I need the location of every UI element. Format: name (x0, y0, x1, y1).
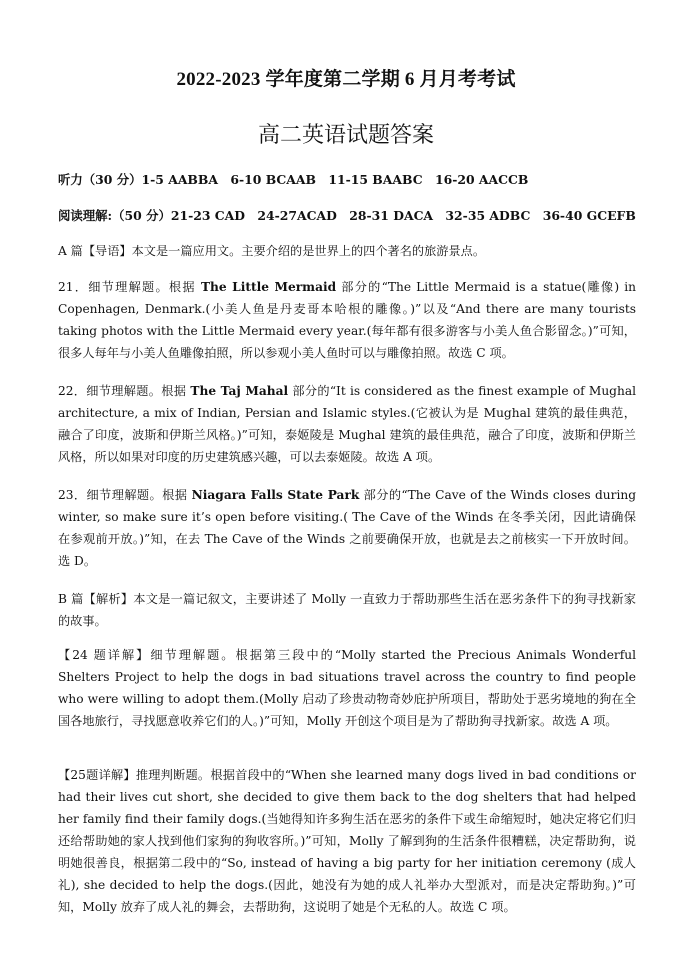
question-23-explanation (58, 484, 636, 572)
q22-prefix: 22．细节理解题。根据 (58, 384, 191, 398)
q24-text: 【24 题详解】细节理解题。根据第三段中的“Molly started the Precious Animals Wonderful Shelters Project to help the dogs in bad situations travel across the country to find people who were willing to adopt them.(Molly 启动了珍贵动物奇妙庇护所项目，帮助处于恶劣境地的狗在全国各地旅行，寻找愿意收养它们的人。)”可知，Molly 开创这个项目是为了帮助狗寻找新家。故选 A 项。 (58, 648, 636, 728)
q21-body: 部分的“The Little Mermaid is a statue(雕像) in Copenhagen, Denmark.(小美人鱼是丹麦哥本哈根的雕像。)”以及“And there are many tourists taking photos with the Little Mermaid every year.(每年都有很多游客与小美人鱼合影留念。)”可知，很多人每年与小美人鱼雕像拍照，所以参观小美人鱼时可以与雕像拍照。故选 C 项。 (58, 280, 637, 360)
question-21-explanation (58, 276, 636, 364)
reading-answers: 阅读理解:（50 分）21-23 CAD 24-27ACAD 28-31 DACA 32-35 ADBC 36-40 GCEFB (58, 208, 636, 223)
passage-a-intro (58, 240, 636, 262)
q21-prefix: 21．细节理解题。根据 (58, 280, 201, 294)
exam-subtitle: 高二英语试题答案 (257, 123, 434, 148)
exam-title: 2022-2023 学年度第二学期 6 月月考考试 (176, 69, 516, 90)
q25-text: 【25题详解】推理判断题。根据首段中的“When she learned many dogs lived in bad conditions or had their lives cut short, she decided to give them back to the dog shelters that had helped her family find their family dogs.(当她得知许多狗生活在恶劣的条件下或生命缩短时，她决定将它们归还给帮助她的家人找到他们家狗的狗收容所。)”可知，Molly 了解到狗的生活条件很糟糕，决定帮助狗，说明她很善良，根据第二段中的“So, instead of having a big party for her initiation ceremony (成人礼), she decided to help the dogs.(因此，她没有为她的成人礼举办大型派对，而是决定帮助狗。)”可知，Molly 放弃了成人礼的舞会，去帮助狗，这说明了她是个无私的人。故选 C 项。 (58, 768, 636, 914)
q23-keyword: Niagara Falls State Park (191, 488, 360, 502)
q22-body: 部分的“It is considered as the finest example of Mughal architecture, a mix of Indian, Persian and Islamic styles.(它被认为是 Mughal 建筑的最佳典范，融合了印度，波斯和伊斯兰风格。)”可知，泰姬陵是 Mughal 建筑的最佳典范，融合了印度，波斯和伊斯兰风格，所以如果对印度的历史建筑感兴趣，可以去泰姬陵。故选 A 项。 (58, 384, 636, 464)
question-25-explanation (58, 764, 636, 918)
passage-b-intro-text: B 篇【解析】本文是一篇记叙文，主要讲述了 Molly 一直致力于帮助那些生活在恶劣条件下的狗寻找新家的故事。 (58, 592, 636, 628)
question-22-explanation (58, 380, 636, 468)
listening-answers: 听力（30 分）1-5 AABBA 6-10 BCAAB 11-15 BAABC 16-20 AACCB (58, 172, 529, 187)
q23-body: 部分的“The Cave of the Winds closes during winter, so make sure it’s open before visiting.( The Cave of the Winds 在冬季关闭，因此请确保在参观前开放。)”知，在去 The Cave of the Winds 之前要确保开放，也就是去之前核实一下开放时间。选 D。 (58, 488, 636, 568)
q22-keyword: The Taj Mahal (190, 384, 289, 398)
q23-prefix: 23．细节理解题。根据 (58, 488, 192, 502)
passage-a-intro-text: A 篇【导语】本文是一篇应用文。主要介绍的是世界上的四个著名的旅游景点。 (58, 244, 486, 258)
passage-b-intro (58, 588, 636, 632)
question-24-explanation (58, 644, 636, 732)
q21-keyword: The Little Mermaid (200, 280, 337, 294)
